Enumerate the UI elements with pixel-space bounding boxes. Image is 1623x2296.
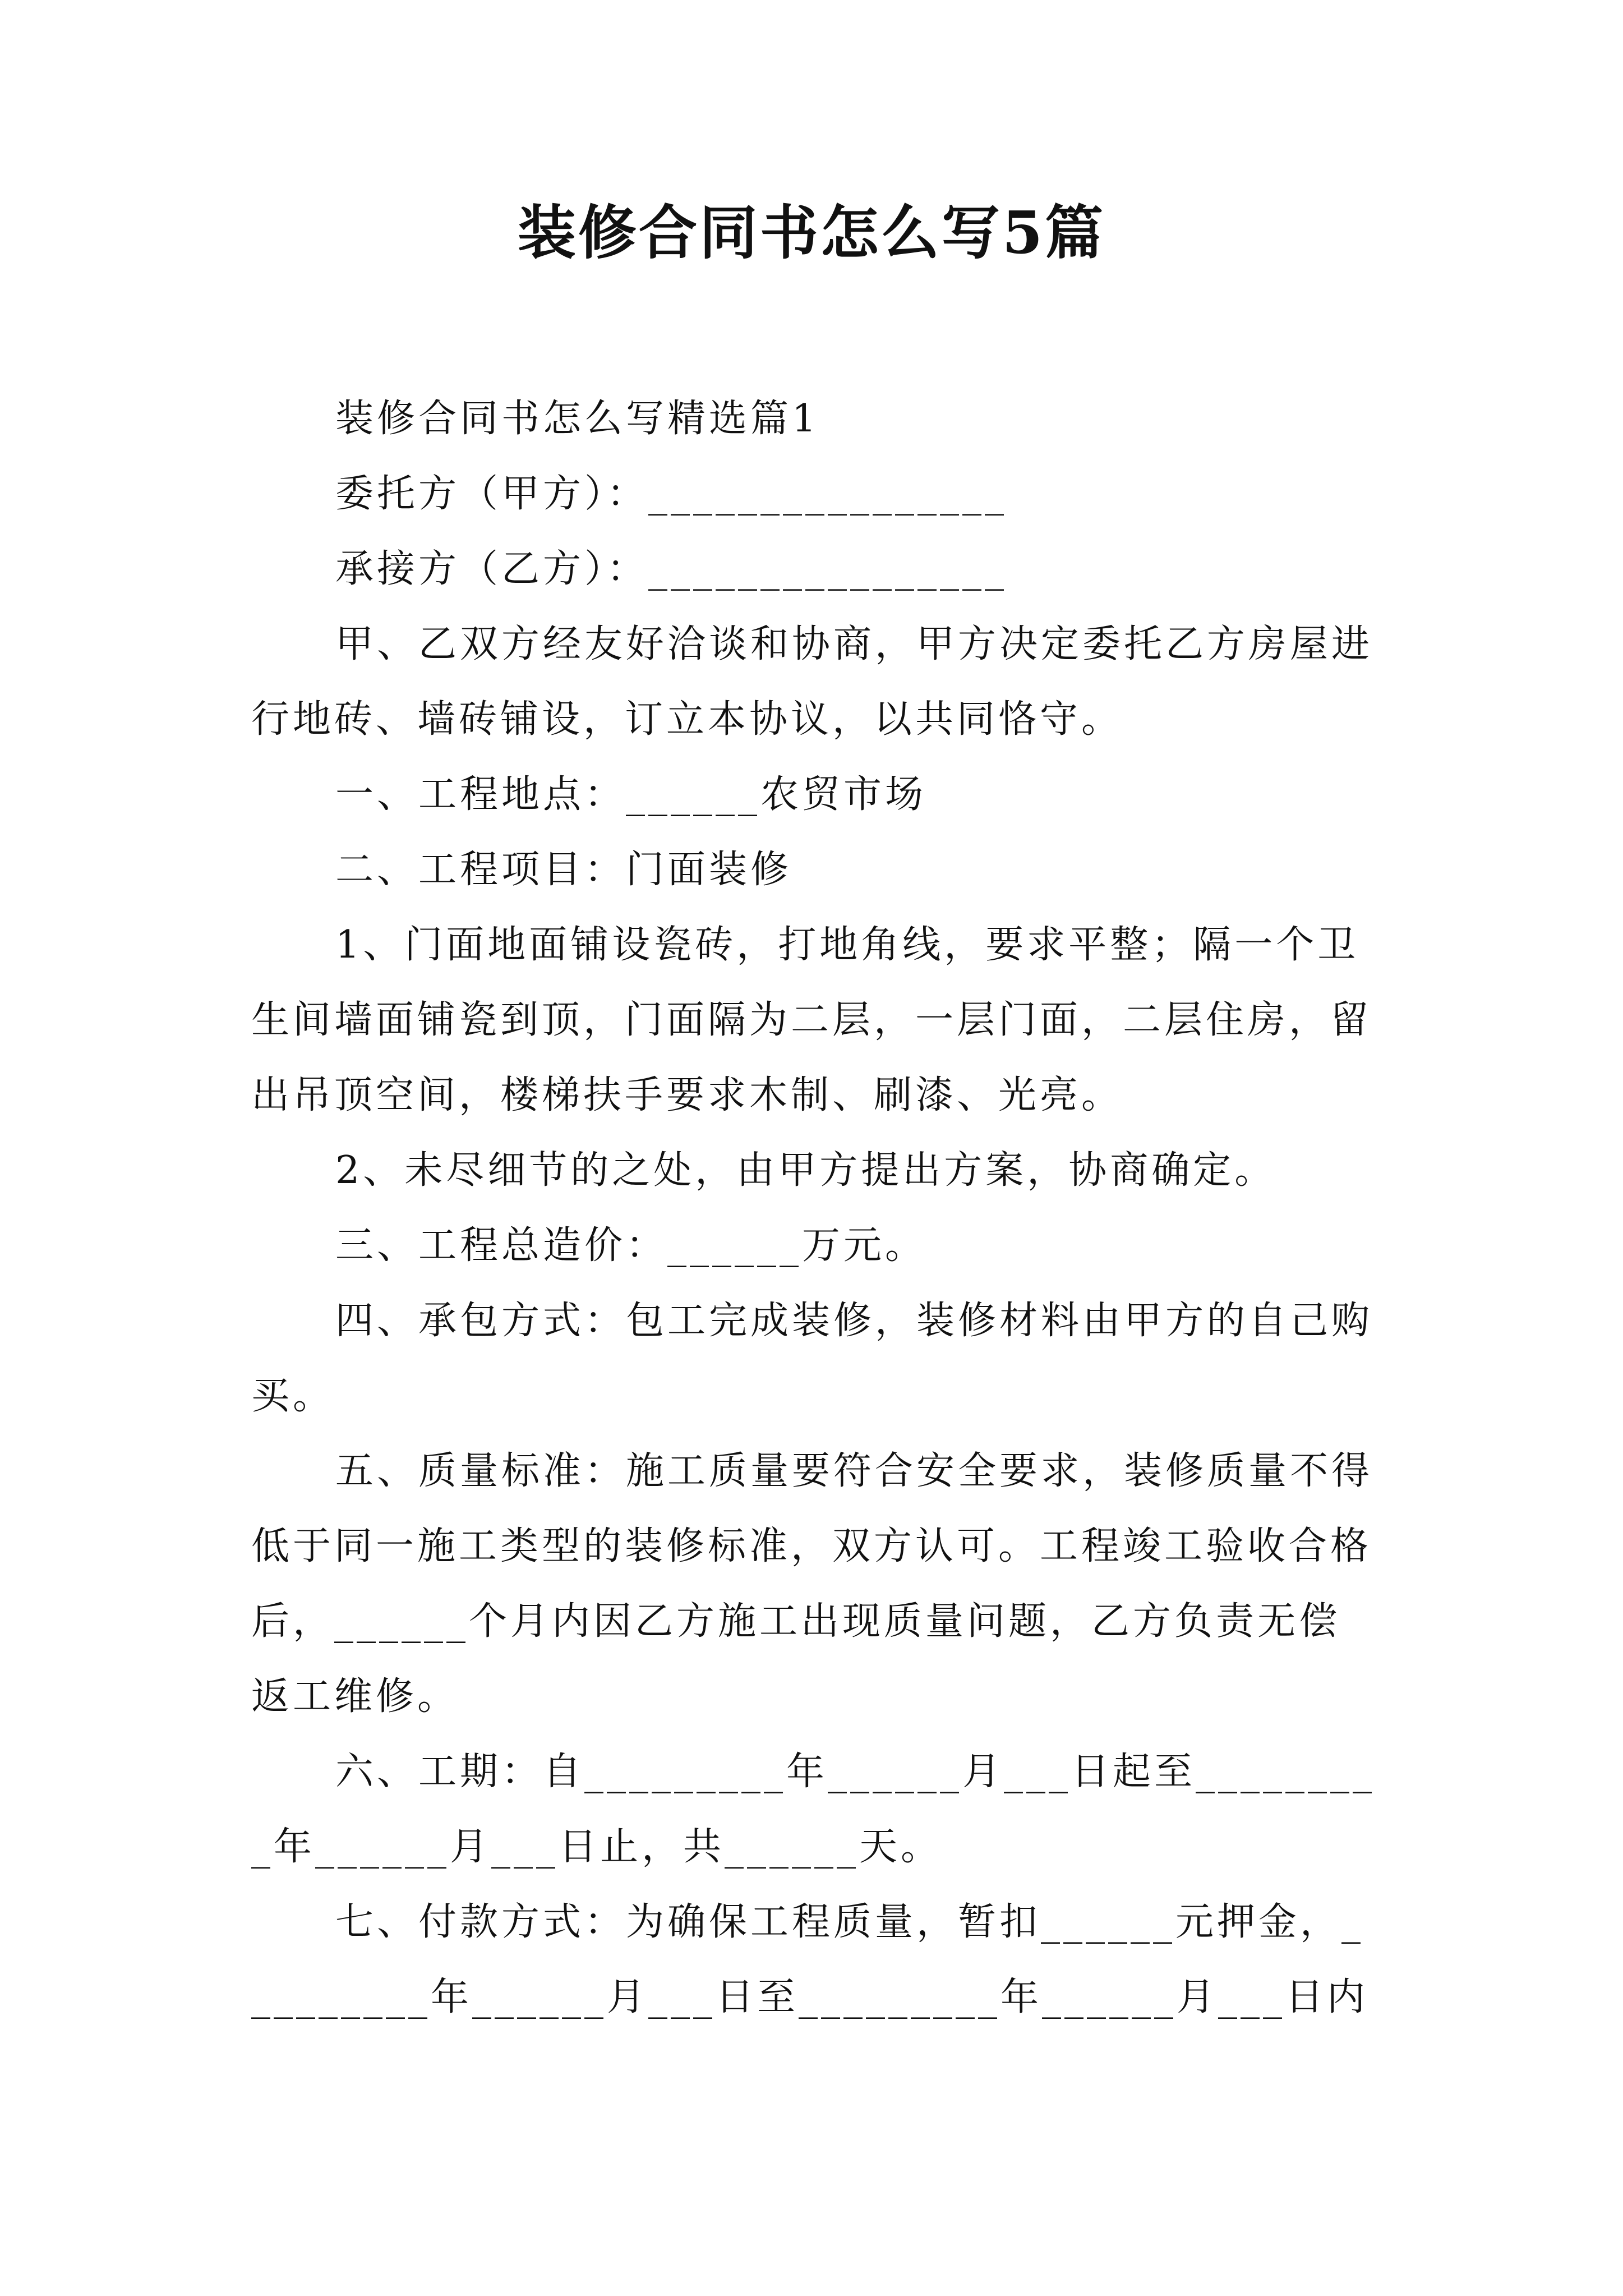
paragraph-project: 二、工程项目：门面装修 — [335, 848, 792, 892]
paragraph-party-a: 委托方（甲方）：________________ — [335, 472, 1008, 516]
document-title: 装修合同书怎么写5篇 — [517, 198, 1106, 267]
document-body — [251, 381, 1378, 2035]
paragraph-contract-mode: 四、承包方式：包工完成装修，装修材料由甲方的自己购买。 — [251, 1299, 1373, 1418]
paragraph-total-cost: 三、工程总造价：______万元。 — [335, 1223, 927, 1268]
paragraph-section-heading: 装修合同书怎么写精选篇1 — [335, 397, 820, 441]
paragraph-item-1: 1、门面地面铺设瓷砖，打地角线，要求平整；隔一个卫生间墙面铺瓷到顶，门面隔为二层，一层门面，二层住房，留出吊顶空间，楼梯扶手要求木制、刷漆、光亮。 — [251, 923, 1372, 1117]
paragraph-item-2: 2、未尽细节的之处，由甲方提出方案，协商确定。 — [335, 1148, 1276, 1193]
paragraph-quality: 五、质量标准：施工质量要符合安全要求，装修质量不得低于同一施工类型的装修标准，双方认可。工程竣工验收合格后，______个月内因乙方施工出现质量问题，乙方负责无偿返工维修。 — [251, 1449, 1373, 1719]
paragraph-intro: 甲、乙双方经友好洽谈和协商，甲方决定委托乙方房屋进行地砖、墙砖铺设，订立本协议，以共同恪守。 — [251, 622, 1373, 742]
paragraph-party-b: 承接方（乙方）：________________ — [335, 547, 1008, 591]
paragraph-location: 一、工程地点：______农贸市场 — [335, 772, 927, 817]
paragraph-payment: 七、付款方式：为确保工程质量，暂扣______元押金，_________年______月___日至_________年______月___日内 — [251, 1900, 1369, 2019]
paragraph-schedule: 六、工期：自_________年______月___日起至_________年______月___日止，共______天。 — [251, 1750, 1376, 1869]
